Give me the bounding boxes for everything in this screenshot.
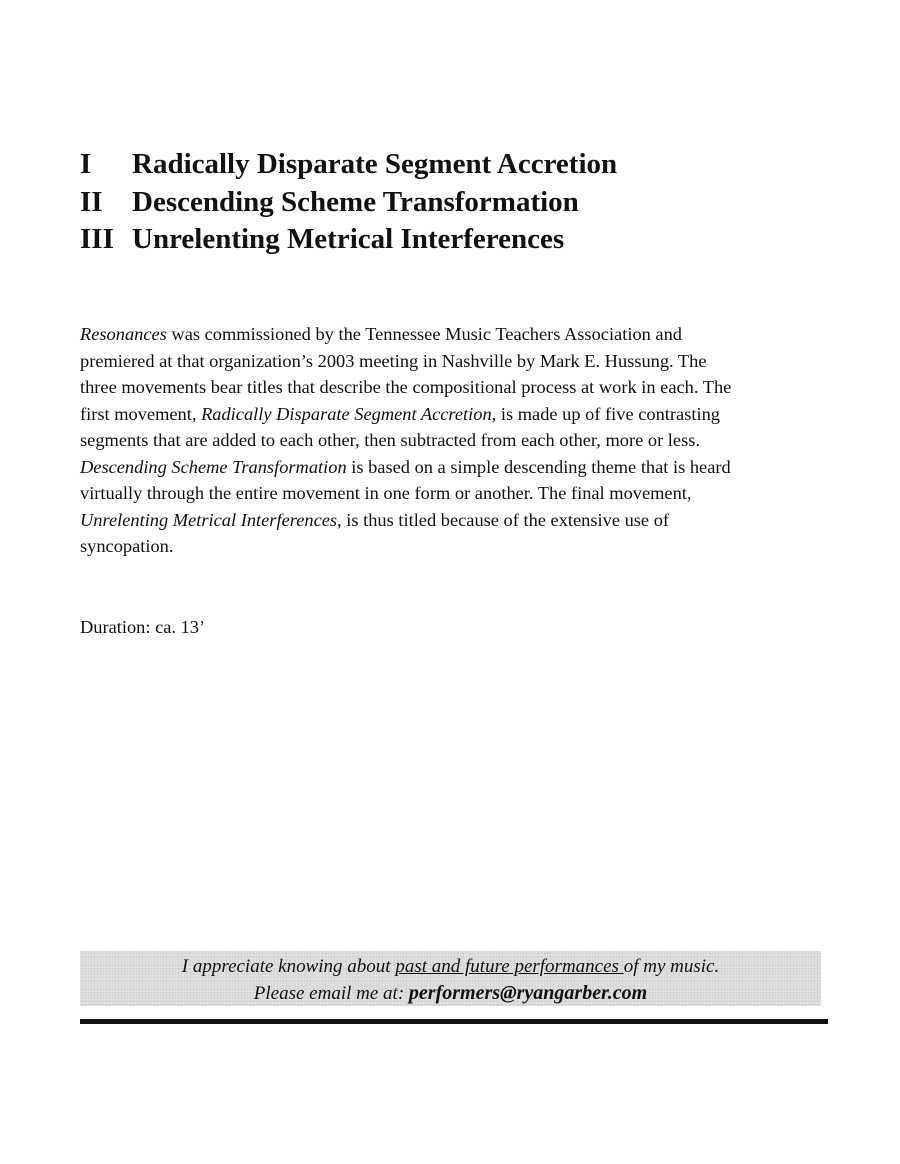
footer-text: I appreciate knowing about bbox=[181, 956, 396, 977]
movement-numeral: III bbox=[80, 223, 114, 255]
program-note bbox=[80, 321, 820, 560]
note-line bbox=[80, 401, 820, 428]
movement-item bbox=[80, 146, 820, 184]
note-line bbox=[80, 507, 820, 534]
footer-rule bbox=[80, 1019, 828, 1024]
footer-text: Please email me at: bbox=[253, 983, 409, 1004]
note-text: is based on a simple descending theme that is heard bbox=[346, 456, 731, 477]
footer-text: of my music. bbox=[623, 956, 720, 977]
note-text: first movement, bbox=[80, 403, 202, 424]
note-text: was commissioned by the Tennessee Music Teachers Association and bbox=[166, 324, 682, 344]
note-line: three movements bear titles that describe the compositional process at work in each. The bbox=[80, 377, 732, 397]
performance-request-box bbox=[80, 951, 821, 1006]
movement-reference: Radically Disparate Segment Accretion bbox=[201, 403, 492, 424]
movement-reference: Descending Scheme Transformation bbox=[80, 456, 347, 477]
movement-title: Radically Disparate Segment Accretion bbox=[132, 148, 618, 180]
performance-request-line bbox=[80, 954, 821, 980]
note-text: , is thus titled because of the extensive use of bbox=[337, 509, 670, 530]
duration: Duration: ca. 13’ bbox=[80, 617, 206, 637]
movement-title: Descending Scheme Transformation bbox=[132, 185, 579, 218]
note-text: , is made up of five contrasting bbox=[491, 403, 720, 424]
note-line: segments that are added to each other, then subtracted from each other, more or less. bbox=[80, 430, 700, 450]
footer-underlined-text: past and future performances bbox=[395, 956, 624, 977]
contact-line bbox=[80, 980, 821, 1007]
note-line bbox=[80, 321, 820, 348]
note-line: virtually through the entire movement in one form or another. The final movement, bbox=[80, 483, 692, 503]
movement-item bbox=[80, 221, 820, 259]
movement-title: Unrelenting Metrical Interferences bbox=[132, 223, 565, 255]
note-line: premiered at that organization’s 2003 meeting in Nashville by Mark E. Hussung. The bbox=[80, 350, 707, 371]
movement-reference: Unrelenting Metrical Interferences bbox=[80, 509, 338, 530]
movement-numeral: II bbox=[80, 185, 103, 218]
note-line bbox=[80, 454, 820, 481]
note-line: syncopation. bbox=[80, 536, 174, 556]
movement-item bbox=[80, 184, 820, 222]
contact-email[interactable]: performers@ryangarber.com bbox=[408, 982, 648, 1004]
movement-list bbox=[80, 146, 820, 259]
work-title: Resonances bbox=[80, 324, 167, 344]
movement-numeral: I bbox=[80, 148, 92, 180]
